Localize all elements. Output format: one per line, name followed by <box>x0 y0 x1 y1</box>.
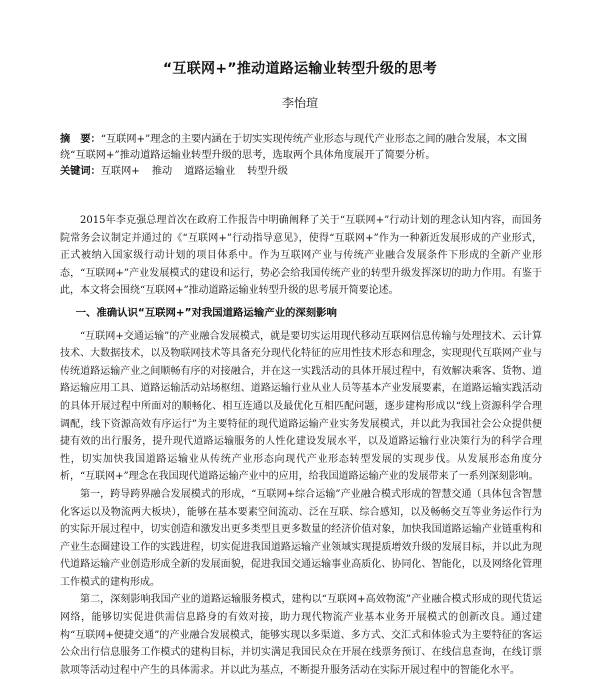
abstract-text: “互联网+”理念的主要内涵在于切实实现传统产业形态与现代产业形态之间的融合发展，本文围绕“互联网+”推动道路运输业转型升级的思考，选取两个具体角度展开了简要分析。 <box>60 134 528 161</box>
point-paragraph-2: 第二，深刻影响我国产业的道路运输服务模式，建构以“互联网+高效物流”产业融合模式形成的现代货运网络，能够切实促进供需信息路身的有效对接，助力现代物流产业基本业务开展模式的创新改良。通过建构“互联网+便捷交通”的产业融合发展模式，能够实现以多渠道、多方式、交汇式和体验式为主要特征的客运公众出行信息服务工作模式的建构目标，并切实满足我国民众在开展在线票务预订、在线信息查询，在线订票款项等活动过程中产生的具体需求。并以此为基点，不断提升服务活动在实际开展过程中的智能化水平。 <box>60 594 542 676</box>
keyword: 推动 <box>151 166 173 177</box>
keyword: 转型升级 <box>247 166 288 177</box>
body-text <box>60 212 542 679</box>
intro-paragraph: 2015年李克强总理首次在政府工作报告中明确阐释了关于“互联网+”行动计划的理念认知内容，而国务院常务会议制定并通过的《“互联网+”行动指导意见》，使得“互联网+”作为一种新近发展形成的产业形式，正式被纳入国家级行动计划的项目体系中。作为互联网产业与传统产业融合发展条件下形成的全新产业形态，“互联网+”产业发展模式的建设和运行，势必会给我国传统产业的转型升级发挥深切的助力作用。有鉴于此，本文将会围绕“互联网+”推动道路运输业转型升级的思考展开简要论述。 <box>60 215 542 297</box>
keyword: 道路运输业 <box>184 166 236 177</box>
keywords-label: 关键词： <box>60 165 101 177</box>
keywords <box>60 163 542 180</box>
section-heading: 一、准确认识“互联网+”对我国道路运输产业的深刻影响 <box>75 306 337 319</box>
section-paragraph: “互联网+交通运输”的产业融合发展模式，就是要切实运用现代移动互联网信息传输与处理技术、云计算技术、大数据技术，以及物联网技术等具备充分现代化特征的应用性技术形态和理念，实现现代互联网产业与传统道路运输产业之间顺畅有序的对接融合，并在这一实践活动的具体开展过程中，有效解决乘客、货物、道路运输应用工具、道路运输活动站场枢纽、道路运输行业从业人员等基本产业发展要素，在道路运输实践活动的具体开展过程中所面对的顺畅化、相互连通以及最优化互相匹配问题，逐步建构形成以“线上资源科学合理调配，线下资源高效有序运行”为主要特征的现代道路运输产业实务发展模式，并以此为我国社会公众提供便捷有效的出行服务，提升现代道路运输服务的人性化建设发展水平，以及道路运输行业决策行为的科学合理性，切实加快我国道路运输业从传统产业形态向现代产业形态转型发展的实现步伐。从发展形态角度分析，“互联网+”理念在我国现代道路运输产业中的应用，给我国道路运输产业的发展带来了一系列深刻影响。 <box>60 330 542 483</box>
abstract-label: 摘 要： <box>60 133 101 145</box>
author-name: 李怡瑄 <box>281 96 318 110</box>
point-paragraph-1: 第一，跨导跨界融合发展模式的形成，“互联网+综合运输”产业融合模式形成的智慧交通（具体包含智慧化客运以及物流两大板块），能够在基本要素空间流动、泛在互联、综合感知，以及畅畅交互等业务运作行为的实际开展过程中，切实创造和激发出更多类型且更多数量的经济价值对象，加快我国道路运输产业链重构和产业生态圈建设工作的实践进程，切实促进我国道路运输产业领域实现提质增效升级的发展目标，并以此为现代道路运输产业创造形成全新的发展面貌，促进我国交通运输事业高质化、协同化、智能化，以及网络化管理工作模式的建构形成。 <box>60 488 542 588</box>
paper-title: “互联网+”推动道路运输业转型升级的思考 <box>162 61 438 77</box>
abstract <box>60 131 542 164</box>
keyword: 互联网+ <box>100 166 140 177</box>
